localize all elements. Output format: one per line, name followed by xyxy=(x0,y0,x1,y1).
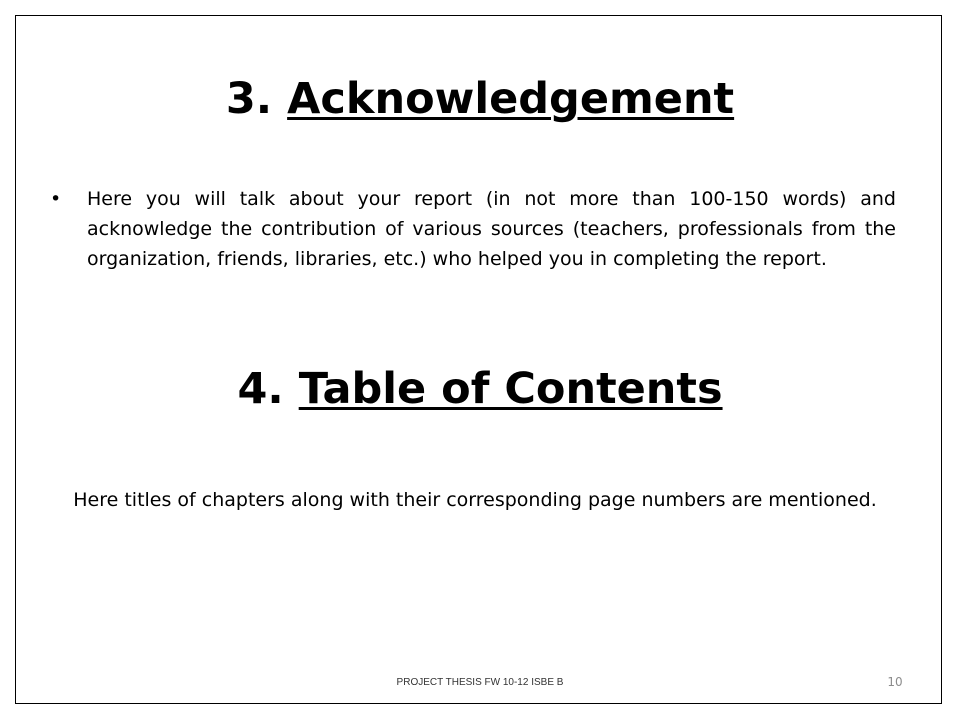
acknowledgement-heading xyxy=(0,73,960,125)
toc-heading xyxy=(0,363,960,415)
acknowledgement-number: 3. xyxy=(225,74,273,124)
page-number: 10 xyxy=(887,675,903,689)
toc-number: 4. xyxy=(237,364,284,414)
acknowledgement-title: Acknowledgement xyxy=(287,74,735,124)
toc-title: Table of Contents xyxy=(298,364,723,414)
toc-body: Here titles of chapters along with their corresponding page numbers are mentioned. xyxy=(73,489,877,511)
acknowledgement-body: Here you will talk about your report (in not more than 100-150 words) and acknowledge the contribution of various sources (teachers, professionals from the organization, friends, libraries, etc.) who helped you in completing the report. xyxy=(87,188,896,270)
footer-text: PROJECT THESIS FW 10-12 ISBE B xyxy=(396,677,564,688)
bullet-icon: • xyxy=(50,188,62,210)
acknowledgement-bullet-item xyxy=(50,184,896,274)
